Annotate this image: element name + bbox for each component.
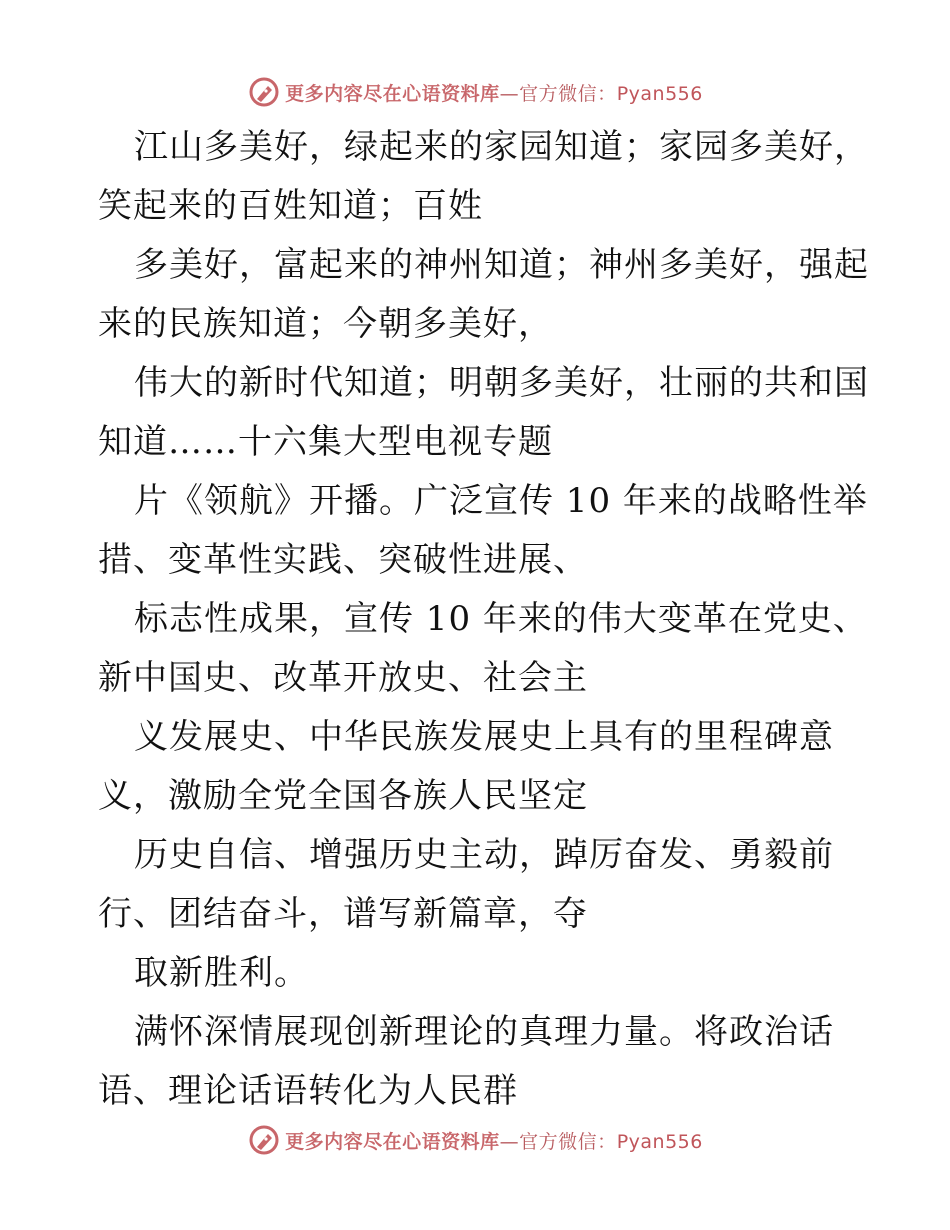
text-line: 措、变革性实践、突破性进展、 [98,540,588,580]
text-line: 标志性成果，宣传 10 年来的伟大变革在党史、 [134,599,868,639]
text-line: 伟大的新时代知道；明朝多美好，壮丽的共和国 [134,363,869,403]
pen-nib-logo-icon [247,75,281,109]
text-line: 义发展史、中华民族发展史上具有的里程碑意 [134,717,834,757]
watermark-sub: 官方微信： [519,1130,617,1153]
watermark-footer [0,1120,950,1160]
watermark-text [285,1127,703,1154]
text-line: 来的民族知道；今朝多美好， [98,304,553,344]
text-line: 江山多美好，绿起来的家园知道；家园多美好， [134,127,869,167]
watermark-dash: — [499,82,520,105]
text-line: 满怀深情展现创新理论的真理力量。将政治话 [134,1012,834,1052]
watermark-text [285,79,703,106]
watermark-main: 更多内容尽在心语资料库 [285,1130,500,1153]
document-body [98,118,868,1121]
watermark-sub: 官方微信： [519,82,617,105]
text-line: 取新胜利。 [134,953,309,993]
text-line: 义，激励全党全国各族人民坚定 [98,776,588,816]
text-line: 笑起来的百姓知道；百姓 [98,186,483,226]
watermark-id: Pyan556 [616,1130,703,1153]
watermark-dash: — [499,1130,520,1153]
text-line: 行、团结奋斗，谱写新篇章，夺 [98,894,588,934]
text-line: 多美好，富起来的神州知道；神州多美好，强起 [134,245,869,285]
text-line: 新中国史、改革开放史、社会主 [98,658,588,698]
text-line: 历史自信、增强历史主动，踔厉奋发、勇毅前 [134,835,834,875]
pen-nib-logo-icon [247,1123,281,1157]
watermark-main: 更多内容尽在心语资料库 [285,82,500,105]
watermark-id: Pyan556 [616,82,703,105]
text-line: 知道……十六集大型电视专题 [98,422,553,462]
text-line: 语、理论话语转化为人民群 [98,1071,518,1111]
watermark-header [0,72,950,112]
text-line: 片《领航》开播。广泛宣传 10 年来的战略性举 [134,481,868,521]
